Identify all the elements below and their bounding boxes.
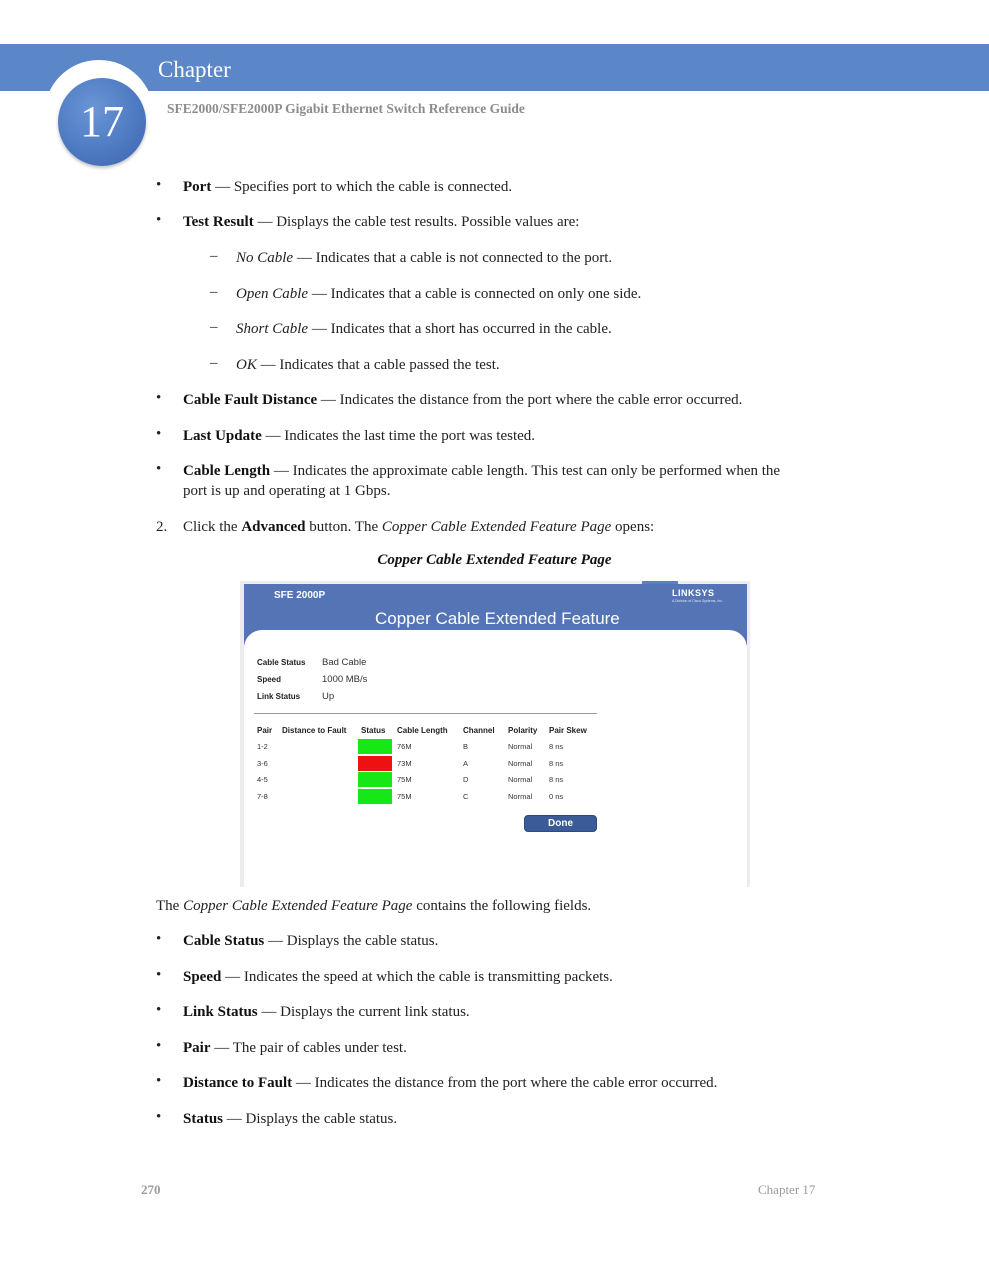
step-suffix: opens:: [611, 519, 655, 535]
col-header-distance: Distance to Fault: [282, 726, 347, 735]
fields-intro: [156, 896, 591, 916]
bullet-port: [183, 177, 512, 197]
result-open-cable: [236, 284, 641, 304]
status-cell: [358, 756, 392, 771]
table-row-skew: 0 ns: [549, 792, 564, 801]
term: Distance to Fault: [183, 1075, 293, 1091]
result-ok: [236, 355, 500, 375]
description: — Indicates the speed at which the cable is transmitting packets.: [221, 969, 613, 985]
col-header-polarity: Polarity: [508, 726, 538, 735]
done-button[interactable]: Done: [524, 815, 597, 832]
button-name: Advanced: [241, 519, 306, 535]
bullet-marker: •: [156, 967, 162, 983]
term: Link Status: [183, 1004, 258, 1020]
page-number: 270: [141, 1182, 161, 1197]
bullet-marker: •: [156, 1109, 162, 1125]
bullet-test-result: [183, 212, 579, 232]
table-row-pair: 4-5: [257, 775, 268, 784]
col-header-pair: Pair: [257, 726, 273, 735]
table-row-pair: 7-8: [257, 792, 268, 801]
status-cell: [358, 789, 392, 804]
term: Cable Fault Distance: [183, 392, 318, 408]
bullet-cable-fault-distance: [183, 390, 742, 410]
chapter-heading: Chapter: [158, 57, 231, 82]
term: Test Result: [183, 214, 254, 230]
table-row-channel: A: [463, 759, 469, 768]
table-row-polarity: Normal: [508, 775, 533, 784]
table-row-length: 73M: [397, 759, 412, 768]
table-row-polarity: Normal: [508, 792, 533, 801]
table-row-polarity: Normal: [508, 742, 533, 751]
bullet-marker: •: [156, 212, 162, 228]
term: Port: [183, 179, 212, 195]
step-middle: button. The: [305, 519, 382, 535]
description: — Displays the cable test results. Possible values are:: [253, 214, 580, 230]
col-header-length: Cable Length: [397, 726, 448, 735]
table-row-polarity: Normal: [508, 759, 533, 768]
term: Short Cable: [236, 321, 309, 337]
bullet-link-status: [183, 1002, 470, 1022]
col-header-status: Status: [361, 726, 386, 735]
dash-marker: –: [210, 355, 218, 371]
term: OK: [236, 357, 257, 373]
description: — Indicates the approximate cable length. This test can only be performed when the: [270, 463, 781, 479]
dash-marker: –: [210, 319, 218, 335]
figure-model-label: SFE 2000P: [274, 590, 326, 601]
bullet-marker: •: [156, 1038, 162, 1054]
description: — The pair of cables under test.: [210, 1040, 407, 1056]
bullet-marker: •: [156, 177, 162, 193]
figure-divider: [254, 713, 597, 714]
figure-caption: Copper Cable Extended Feature Page: [377, 552, 612, 568]
col-header-channel: Channel: [463, 726, 495, 735]
bullet-distance-to-fault: [183, 1073, 717, 1093]
bullet-cable-status: [183, 931, 438, 951]
table-row-length: 75M: [397, 792, 412, 801]
linksys-logo-tagline: A Division of Cisco Systems, Inc.: [672, 599, 723, 603]
bullet-cable-length-line2: port is up and operating at 1 Gbps.: [183, 483, 391, 499]
status-cell: [358, 772, 392, 787]
description: — Indicates that a cable is connected on only one side.: [308, 286, 642, 302]
figure-page-title: Copper Cable Extended Feature: [375, 609, 620, 628]
table-row-length: 75M: [397, 775, 412, 784]
table-row-skew: 8 ns: [549, 742, 564, 751]
figure-content-panel: [244, 630, 747, 887]
page-name: Copper Cable Extended Feature Page: [183, 898, 413, 914]
description: — Displays the current link status.: [257, 1004, 470, 1020]
description: — Specifies port to which the cable is connected.: [211, 179, 513, 195]
bullet-last-update: [183, 426, 535, 446]
table-row-channel: C: [463, 792, 469, 801]
chapter-number-badge: 17: [58, 78, 146, 166]
bullet-marker: •: [156, 390, 162, 406]
bullet-marker: •: [156, 1073, 162, 1089]
bullet-pair: [183, 1038, 407, 1058]
header-band: [0, 44, 989, 91]
bullet-marker: •: [156, 461, 162, 477]
dash-marker: –: [210, 248, 218, 264]
table-row-length: 76M: [397, 742, 412, 751]
cable-status-value: Bad Cable: [322, 657, 367, 668]
table-row-pair: 1-2: [257, 742, 268, 751]
intro-suffix: contains the following fields.: [412, 898, 592, 914]
bullet-cable-length: [183, 461, 780, 481]
bullet-status: [183, 1109, 397, 1129]
description: — Displays the cable status.: [223, 1111, 398, 1127]
description: — Indicates that a cable passed the test.: [256, 357, 500, 373]
step-2-text: [183, 517, 654, 537]
table-row-skew: 8 ns: [549, 759, 564, 768]
description: — Displays the cable status.: [264, 933, 439, 949]
bullet-marker: •: [156, 426, 162, 442]
speed-label: Speed: [257, 675, 282, 684]
term: No Cable: [236, 250, 294, 266]
speed-value: 1000 MB/s: [322, 674, 368, 685]
term: Cable Length: [183, 463, 271, 479]
description: — Indicates the distance from the port where the cable error occurred.: [317, 392, 743, 408]
bullet-marker: •: [156, 931, 162, 947]
link-status-label: Link Status: [257, 692, 301, 701]
term: Speed: [183, 969, 222, 985]
description: — Indicates the last time the port was tested.: [261, 428, 536, 444]
term: Pair: [183, 1040, 211, 1056]
col-header-skew: Pair Skew: [549, 726, 587, 735]
step-number: 2.: [156, 519, 168, 535]
intro-prefix: The: [156, 898, 184, 914]
table-row-skew: 8 ns: [549, 775, 564, 784]
term: Cable Status: [183, 933, 265, 949]
footer-chapter-label: Chapter 17: [758, 1182, 816, 1197]
bullet-speed: [183, 967, 613, 987]
table-row-channel: D: [463, 775, 469, 784]
linksys-logo: LINKSYS: [672, 588, 715, 598]
description: — Indicates that a cable is not connected to the port.: [293, 250, 613, 266]
bullet-marker: •: [156, 1002, 162, 1018]
description: — Indicates the distance from the port where the cable error occurred.: [292, 1075, 718, 1091]
table-row-pair: 3-6: [257, 759, 268, 768]
result-short-cable: [236, 319, 612, 339]
page-name: Copper Cable Extended Feature Page: [381, 519, 612, 535]
cable-status-label: Cable Status: [257, 658, 306, 667]
status-cell: [358, 739, 392, 754]
description: — Indicates that a short has occurred in the cable.: [308, 321, 612, 337]
term: Status: [183, 1111, 224, 1127]
term: Open Cable: [236, 286, 309, 302]
link-status-value: Up: [322, 691, 335, 702]
result-no-cable: [236, 248, 612, 268]
table-row-channel: B: [463, 742, 469, 751]
term: Last Update: [183, 428, 262, 444]
dash-marker: –: [210, 284, 218, 300]
step-prefix: Click the: [183, 519, 242, 535]
guide-title: SFE2000/SFE2000P Gigabit Ethernet Switch Reference Guide: [167, 101, 525, 116]
